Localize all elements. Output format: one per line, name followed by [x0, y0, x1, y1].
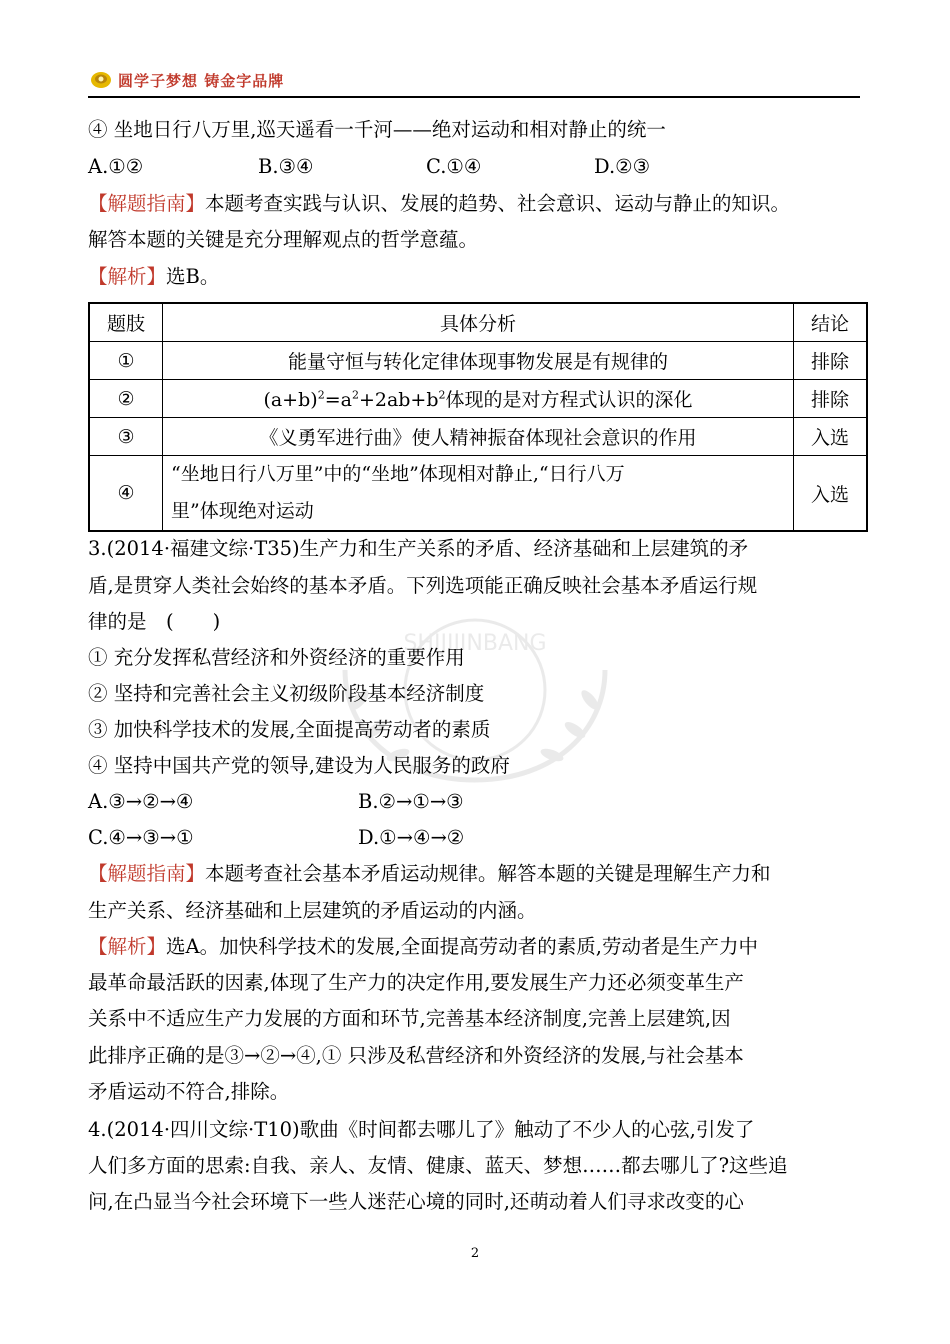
analysis-table [88, 302, 868, 532]
page-number: 2 [470, 1246, 480, 1261]
row-conclusion: 排除 [794, 380, 868, 418]
answer-option-c: C.①④ [426, 155, 482, 178]
row-number: ① [89, 342, 163, 380]
answer-text: 选B。 [166, 265, 220, 288]
q3-option-a: A.③→②→④ [88, 790, 194, 813]
guide-text: 本题考查实践与认识、发展的趋势、社会意识、运动与静止的知识。 [205, 192, 791, 215]
row-conclusion: 入选 [794, 456, 868, 532]
answer-tag: 【解析】 [88, 265, 167, 288]
answer-option-d: D.②③ [594, 155, 651, 178]
q3-answer-line-5: 矛盾运动不符合,排除。 [88, 1080, 290, 1103]
row-analysis: “坐地日行八万里”中的“坐地”体现相对静止,“日行八万 里”体现绝对运动 [163, 456, 794, 532]
q3-answer-line-3: 关系中不适应生产力发展的方面和环节,完善基本经济制度,完善上层建筑,因 [88, 1007, 731, 1030]
guide-tag: 【解题指南】 [88, 192, 206, 215]
q4-stem-line-1: 4.(2014·四川文综·T10)歌曲《时间都去哪儿了》触动了不少人的心弦,引发了 [88, 1118, 755, 1141]
header-cell-analysis: 具体分析 [163, 303, 794, 342]
q3-option-d: D.①→④→② [358, 826, 465, 849]
q3-item: ③ 加快科学技术的发展,全面提高劳动者的素质 [88, 718, 491, 741]
q3-answer-line-1: 【解析】选A。加快科学技术的发展,全面提高劳动者的素质,劳动者是生产力中 [88, 935, 758, 958]
q3-item: ② 坚持和完善社会主义初级阶段基本经济制度 [88, 682, 485, 705]
option-4-line: ④ 坐地日行八万里,巡天遥看一千河——绝对运动和相对静止的统一 [88, 118, 666, 141]
brand-slogan: 圆学子梦想 铸金字品牌 [118, 72, 285, 90]
answer-line [88, 259, 219, 295]
answer-option-b: B.③④ [258, 155, 314, 178]
q3-item: ④ 坚持中国共产党的领导,建设为人民服务的政府 [88, 754, 510, 777]
q3-stem-line-3: 律的是 ( ) [88, 610, 221, 633]
q3-option-b: B.②→①→③ [358, 790, 464, 813]
brand-logo-icon [90, 68, 112, 90]
guide-tag: 【解题指南】 [88, 862, 206, 885]
row-number: ③ [89, 418, 163, 456]
q4-stem-line-3: 问,在凸显当今社会环境下一些人迷茫心境的同时,还萌动着人们寻求改变的心 [88, 1190, 744, 1213]
answer-option-a: A.①② [88, 155, 144, 178]
table-header-row [89, 303, 867, 342]
row-analysis: 能量守恒与转化定律体现事物发展是有规律的 [163, 342, 794, 380]
q3-answer-line-4: 此排序正确的是③→②→④,① 只涉及私营经济和外资经济的发展,与社会基本 [88, 1044, 744, 1067]
q3-guide-line-1: 【解题指南】本题考查社会基本矛盾运动规律。解答本题的关键是理解生产力和 [88, 862, 771, 885]
q3-item: ① 充分发挥私营经济和外资经济的重要作用 [88, 646, 465, 669]
guide-line-1 [88, 186, 790, 222]
svg-text:SHIJIJINBANG: SHIJIJINBANG [403, 631, 547, 656]
q3-option-c: C.④→③→① [88, 826, 194, 849]
row-analysis: 《义勇军进行曲》使人精神振奋体现社会意识的作用 [163, 418, 794, 456]
row-analysis: $(a+b)^2=a^2+2ab+b^2$体现的是对方程式认识的深化 [163, 380, 794, 418]
row-number: ② [89, 380, 163, 418]
answer-tag: 【解析】 [88, 935, 167, 958]
row-conclusion: 入选 [794, 418, 868, 456]
q4-stem-line-2: 人们多方面的思索:自我、亲人、友情、健康、蓝天、梦想……都去哪儿了?这些追 [88, 1154, 788, 1177]
q3-guide-line-2: 生产关系、经济基础和上层建筑的矛盾运动的内涵。 [88, 899, 537, 922]
guide-line-2: 解答本题的关键是充分理解观点的哲学意蕴。 [88, 228, 479, 251]
header-cell-conclusion: 结论 [794, 303, 868, 342]
q3-stem-line-2: 盾,是贯穿人类社会始终的基本矛盾。下列选项能正确反映社会基本矛盾运行规 [88, 574, 758, 597]
table-row [89, 456, 867, 532]
row-conclusion: 排除 [794, 342, 868, 380]
row-number: ④ [89, 456, 163, 532]
table-row [89, 342, 867, 380]
table-row [89, 380, 867, 418]
q3-stem-line-1: 3.(2014·福建文综·T35)生产力和生产关系的矛盾、经济基础和上层建筑的矛 [88, 537, 749, 560]
q3-answer-line-2: 最革命最活跃的因素,体现了生产力的决定作用,要发展生产力还必须变革生产 [88, 971, 744, 994]
header-cell-option: 题肢 [89, 303, 163, 342]
table-row [89, 418, 867, 456]
page-header [88, 64, 860, 98]
